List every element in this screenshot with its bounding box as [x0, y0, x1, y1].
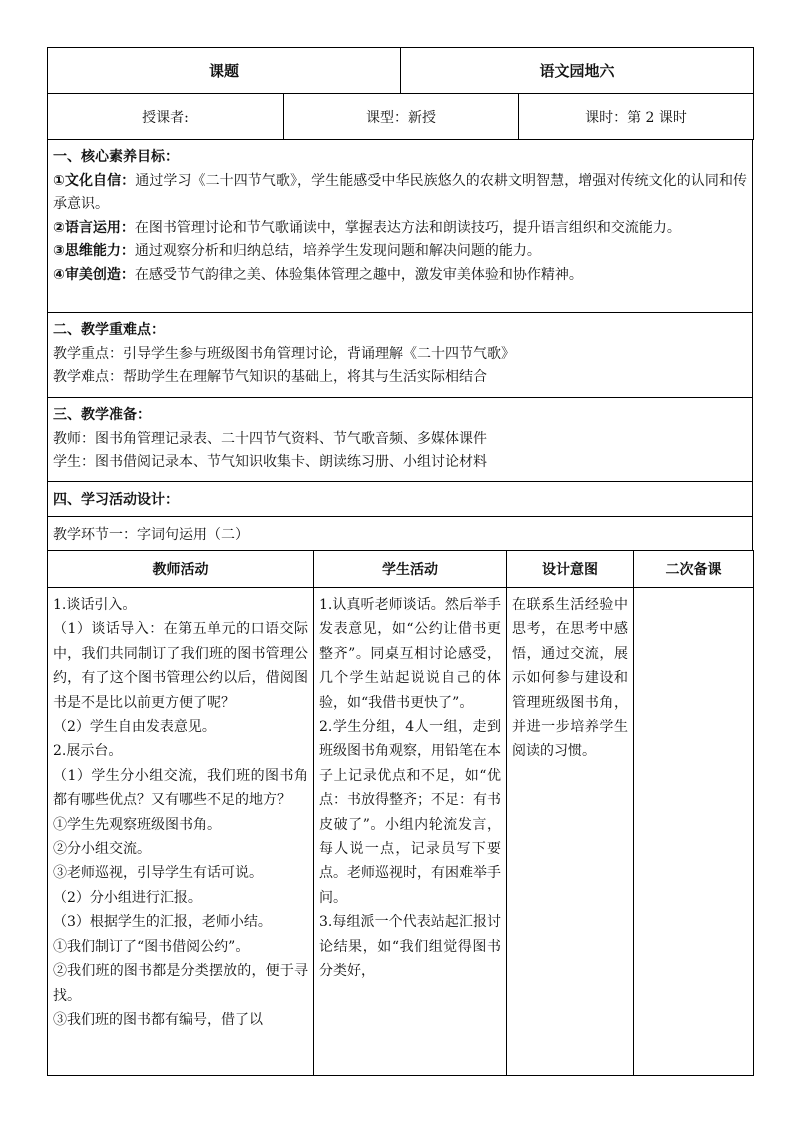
section-activity-title: 四、学习活动设计： — [48, 482, 753, 517]
teacher-line: （2）学生自由发表意见。 — [53, 719, 216, 736]
student-prep-line: 学生：图书借阅记录本、节气知识收集卡、朗读练习册、小组讨论材料 — [53, 454, 487, 470]
meta-table — [47, 93, 754, 140]
difficulty-line: 教学难点：帮助学生在理解节气知识的基础上，将其与生活实际相结合 — [53, 369, 487, 385]
teacher-line: （1）学生分小组交流，我们班的图书角都有哪些优点？又有哪些不足的地方？ — [53, 767, 308, 809]
teacher-line: （3）根据学生的汇报，老师小结。 — [53, 914, 272, 931]
lesson-time: 课时：第 2 课时 — [519, 94, 754, 140]
key-point-line: 教学重点：引导学生参与班级图书角管理讨论，背诵理解《二十四节气歌》 — [53, 345, 515, 362]
objective-item: ②语言运用：在图书管理讨论和节气歌诵读中，掌握表达方法和朗读技巧，提升语言组织和交流能力。 — [53, 219, 681, 236]
student-line: 2.学生分组，4人一组，走到班级图书角观察，用铅笔在本子上记录优点和不足，如“优点：书放得整齐；不足：有书皮破了”。小组内轮流发言，每人说一点，记录员写下要点。老师巡视时，有困难举手问。 — [319, 719, 501, 906]
teacher-line: ③我们班的图书都有编号，借了以 — [53, 1011, 263, 1028]
section-preparation — [48, 398, 753, 482]
section-key-points — [48, 313, 753, 398]
lesson-plan-page — [47, 47, 753, 1076]
teacher-line: ①学生先观察班级图书角。 — [53, 816, 221, 833]
topic-value: 语文园地六 — [401, 48, 754, 94]
sections-table — [47, 139, 753, 551]
teacher-line: （2）分小组进行汇报。 — [53, 889, 202, 906]
col-student-activity: 学生活动 — [314, 551, 507, 588]
teacher-line: ③老师巡视，引导学生有话可说。 — [53, 865, 263, 882]
section-title: 三、教学准备： — [53, 407, 151, 423]
section-objectives — [48, 140, 753, 313]
header-table — [47, 47, 754, 94]
col-teacher-activity: 教师活动 — [48, 551, 314, 588]
section-title: 一、核心素养目标： — [53, 149, 179, 165]
student-line: 1.认真听老师谈话。然后举手发表意见，如“公约让借书更整齐”。同桌互相讨论感受，几个学生站起说说自己的体验，如“我借书更快了”。 — [319, 597, 501, 711]
second-prep-cell — [634, 588, 754, 1076]
teacher-line: （1）谈话导入：在第五单元的口语交际中，我们共同制订了我们班的图书管理公约，有了这个图书管理公约以后，借阅图书是不是比以前更方便了呢？ — [53, 621, 308, 711]
objective-item: ④审美创造：在感受节气韵律之美、体验集体管理之趣中，激发审美体验和协作精神。 — [53, 266, 583, 283]
teacher-activity-cell — [48, 588, 314, 1076]
col-second-prep: 二次备课 — [634, 551, 754, 588]
teacher-line: ①我们制订了“图书借阅公约”。 — [53, 938, 250, 955]
teacher-label: 授课者: — [48, 94, 284, 140]
lesson-type: 课型：新授 — [284, 94, 519, 140]
objective-item: ①文化自信：通过学习《二十四节气歌》，学生能感受中华民族悠久的农耕文明智慧，增强对传统文化的认同和传承意识。 — [53, 172, 748, 212]
teacher-line: 1.谈话引入。 — [53, 597, 137, 613]
col-design-intent: 设计意图 — [507, 551, 634, 588]
activity-table — [47, 550, 754, 1076]
objective-item: ③思维能力：通过观察分析和归纳总结，培养学生发现问题和解决问题的能力。 — [53, 243, 541, 259]
teacher-line: ②分小组交流。 — [53, 841, 151, 858]
teacher-prep-line: 教师：图书角管理记录表、二十四节气资料、节气歌音频、多媒体课件 — [53, 430, 487, 447]
section-title: 二、教学重难点： — [53, 322, 165, 338]
teacher-line: ②我们班的图书都是分类摆放的，便于寻找。 — [53, 963, 308, 1004]
teaching-step: 教学环节一：字词句运用（二） — [48, 517, 753, 551]
student-line: 3.每组派一个代表站起汇报讨论结果，如“我们组觉得图书分类好， — [319, 914, 501, 980]
student-activity-cell — [314, 588, 507, 1076]
design-intent-text: 在联系生活经验中思考，在思考中感悟，通过交流，展示如何参与建设和管理班级图书角，并进一步培养学生阅读的习惯。 — [512, 597, 628, 760]
teacher-line: 2.展示台。 — [53, 743, 123, 760]
topic-label: 课题 — [48, 48, 401, 94]
design-intent-cell — [507, 588, 634, 1076]
